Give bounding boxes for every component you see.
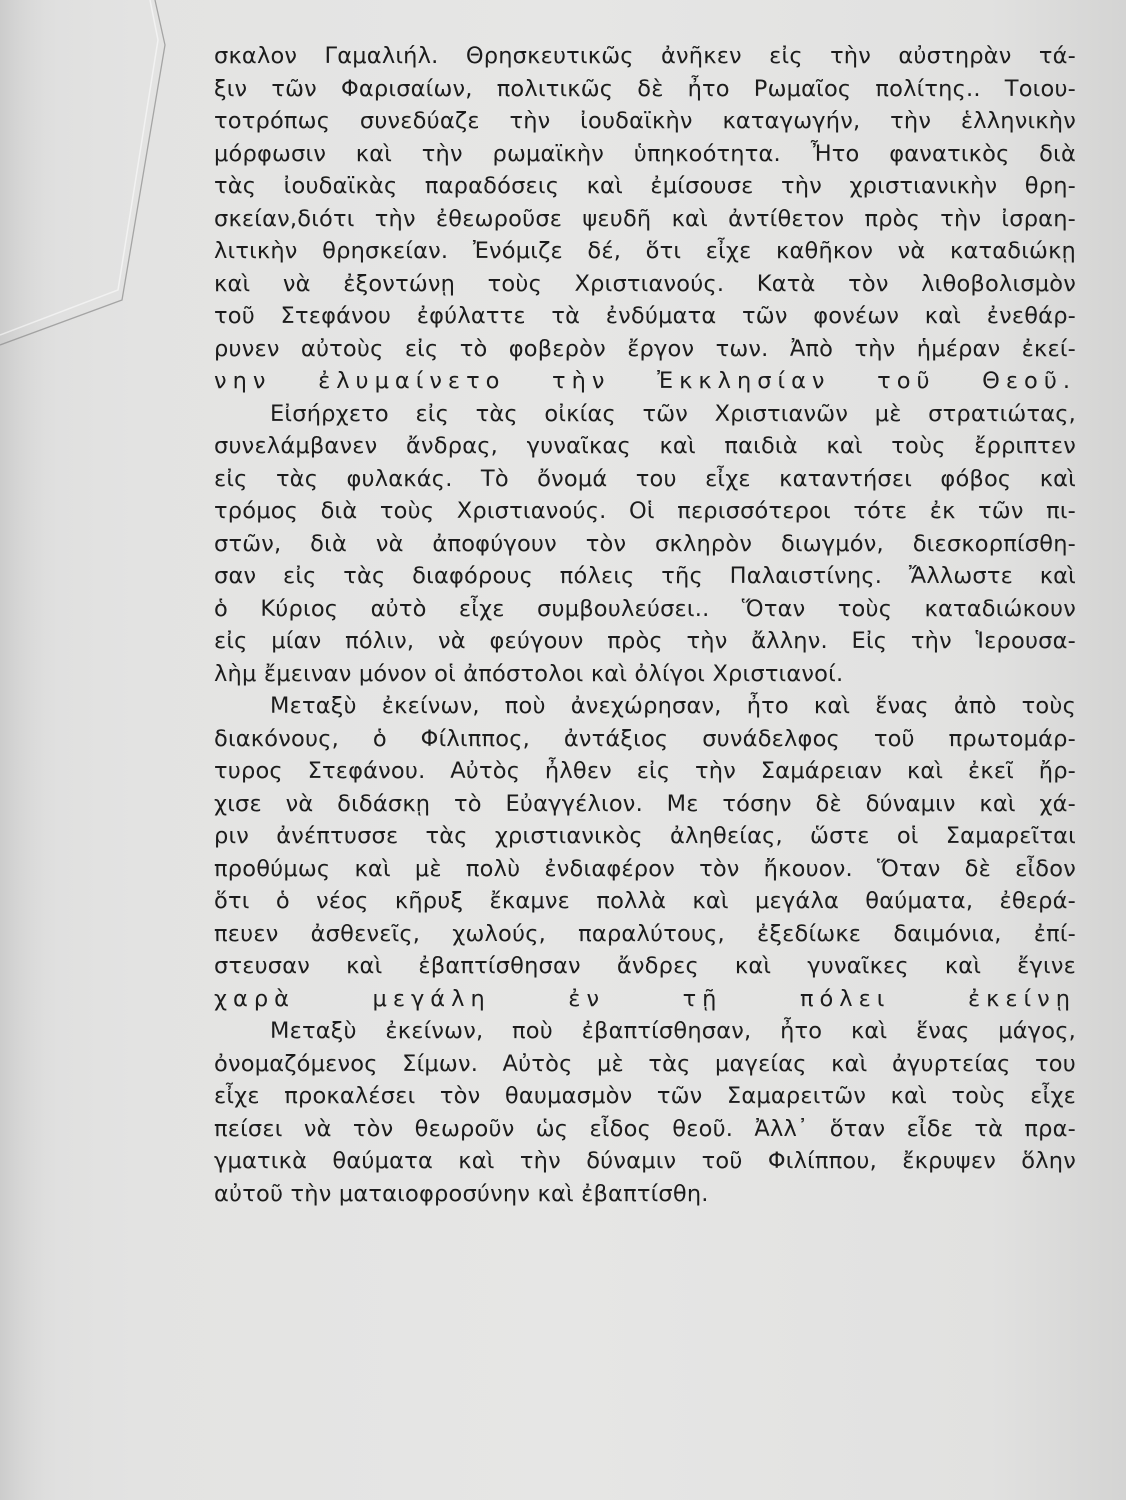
text-line: εἶχε προκαλέσει τὸν θαυμασμὸν τῶν Σαμαρειτῶν καὶ τοὺς εἶχε bbox=[214, 1083, 1076, 1109]
text-line: σκείαν,διότι τὴν ἐθεωροῦσε ψευδῆ καὶ ἀντίθετον πρὸς τὴν ἰσραη- bbox=[214, 205, 1076, 232]
text-line: πευεν ἀσθενεῖς, χωλούς, παραλύτους, ἐξεδίωκε δαιμόνια, ἐπί- bbox=[214, 920, 1076, 947]
text-line: ὀνομαζόμενος Σίμων. Αὐτὸς μὲ τὰς μαγείας καὶ ἀγυρτείας του bbox=[214, 1050, 1076, 1077]
text-line: μόρφωσιν καὶ τὴν ρωμαϊκὴν ὑπηκοότητα. Ἦτο φανατικὸς διὰ bbox=[214, 140, 1076, 167]
text-line: ὁ Κύριος αὐτὸ εἶχε συμβουλεύσει.. Ὅταν τοὺς καταδιώκουν bbox=[214, 595, 1076, 622]
text-line: Μεταξὺ ἐκείνων, ποὺ ἀνεχώρησαν, ἦτο καὶ ἕνας ἀπὸ τοὺς bbox=[270, 693, 1076, 719]
text-line: αὐτοῦ τὴν ματαιοφροσύνην καὶ ἐβαπτίσθη. bbox=[214, 1180, 709, 1207]
text-line: πείσει νὰ τὸν θεωροῦν ὡς εἶδος θεοῦ. Ἀλλ᾽ ὅταν εἶδε τὰ πρα- bbox=[214, 1115, 1076, 1142]
text-line: εἰς μίαν πόλιν, νὰ φεύγουν πρὸς τὴν ἄλλην. Εἰς τὴν Ἱερουσα- bbox=[214, 628, 1076, 654]
page-fold-shadow bbox=[0, 0, 180, 1500]
text-line: χαρὰ μεγάλη ἐν τῇ πόλει ἐκείνῃ bbox=[214, 985, 1076, 1012]
text-line: νην ἐλυμαίνετο τὴν Ἐκκλησίαν τοῦ Θεοῦ. bbox=[214, 368, 1076, 394]
text-line: τυρος Στεφάνου. Αὐτὸς ἦλθεν εἰς τὴν Σαμάρειαν καὶ ἐκεῖ ἤρ- bbox=[214, 758, 1076, 784]
text-line: ξιν τῶν Φαρισαίων, πολιτικῶς δὲ ἦτο Ρωμαῖος πολίτης.. Τοιου- bbox=[214, 75, 1076, 102]
body-text bbox=[214, 40, 1076, 1210]
text-line: Εἰσήρχετο εἰς τὰς οἰκίας τῶν Χριστιανῶν μὲ στρατιώτας, bbox=[270, 400, 1076, 427]
text-line: προθύμως καὶ μὲ πολὺ ἐνδιαφέρον τὸν ἤκουον. Ὅταν δὲ εἶδον bbox=[214, 855, 1076, 882]
text-line: συνελάμβανεν ἄνδρας, γυναῖκας καὶ παιδιὰ καὶ τοὺς ἔρριπτεν bbox=[214, 433, 1076, 459]
text-line: τρόμος διὰ τοὺς Χριστιανούς. Οἱ περισσότεροι τότε ἐκ τῶν πι- bbox=[214, 498, 1076, 524]
text-line: τὰς ἰουδαϊκὰς παραδόσεις καὶ ἐμίσουσε τὴν χριστιανικὴν θρη- bbox=[214, 173, 1076, 199]
text-line: ριν ἀνέπτυσσε τὰς χριστιανικὸς ἀληθείας, ὥστε οἱ Σαμαρεῖται bbox=[214, 823, 1076, 849]
text-line: Μεταξὺ ἐκείνων, ποὺ ἐβαπτίσθησαν, ἦτο καὶ ἕνας μάγος, bbox=[270, 1018, 1076, 1044]
text-line: καὶ νὰ ἐξοντώνῃ τοὺς Χριστιανούς. Κατὰ τὸν λιθοβολισμὸν bbox=[214, 270, 1076, 297]
text-line: τοῦ Στεφάνου ἐφύλαττε τὰ ἐνδύματα τῶν φονέων καὶ ἐνεθάρ- bbox=[214, 303, 1076, 329]
text-line: ὅτι ὁ νέος κῆρυξ ἔκαμνε πολλὰ καὶ μεγάλα θαύματα, ἐθερά- bbox=[214, 888, 1076, 914]
text-line: χισε νὰ διδάσκῃ τὸ Εὐαγγέλιον. Με τόσην δὲ δύναμιν καὶ χά- bbox=[214, 790, 1076, 817]
text-line: λιτικὴν θρησκείαν. Ἐνόμιζε δέ, ὅτι εἶχε καθῆκον νὰ καταδιώκῃ bbox=[214, 238, 1076, 264]
text-line: σαν εἰς τὰς διαφόρους πόλεις τῆς Παλαιστίνης. Ἄλλωστε καὶ bbox=[214, 563, 1076, 589]
text-line: σκαλον Γαμαλιήλ. Θρησκευτικῶς ἀνῆκεν εἰς τὴν αὐστηρὰν τά- bbox=[214, 43, 1076, 69]
text-line: διακόνους, ὁ Φίλιππος, ἀντάξιος συνάδελφος τοῦ πρωτομάρ- bbox=[214, 725, 1076, 752]
text-line: λὴμ ἔμειναν μόνον οἱ ἀπόστολοι καὶ ὀλίγοι Χριστιανοί. bbox=[214, 660, 844, 687]
text-line: τοτρόπως συνεδύαζε τὴν ἰουδαϊκὴν καταγωγήν, τὴν ἑλληνικὴν bbox=[214, 108, 1076, 134]
text-line: στευσαν καὶ ἐβαπτίσθησαν ἄνδρες καὶ γυναῖκες καὶ ἔγινε bbox=[214, 953, 1076, 979]
text-line: στῶν, διὰ νὰ ἀποφύγουν τὸν σκληρὸν διωγμόν, διεσκορπίσθη- bbox=[214, 530, 1076, 557]
text-line: γματικὰ θαύματα καὶ τὴν δύναμιν τοῦ Φιλίππου, ἔκρυψεν ὅλην bbox=[214, 1148, 1076, 1174]
text-line: εἰς τὰς φυλακάς. Τὸ ὄνομά του εἶχε καταντήσει φόβος καὶ bbox=[214, 465, 1076, 492]
text-line: ρυνεν αὐτοὺς εἰς τὸ φοβερὸν ἔργον των. Ἀπὸ τὴν ἡμέραν ἐκεί- bbox=[214, 335, 1076, 362]
